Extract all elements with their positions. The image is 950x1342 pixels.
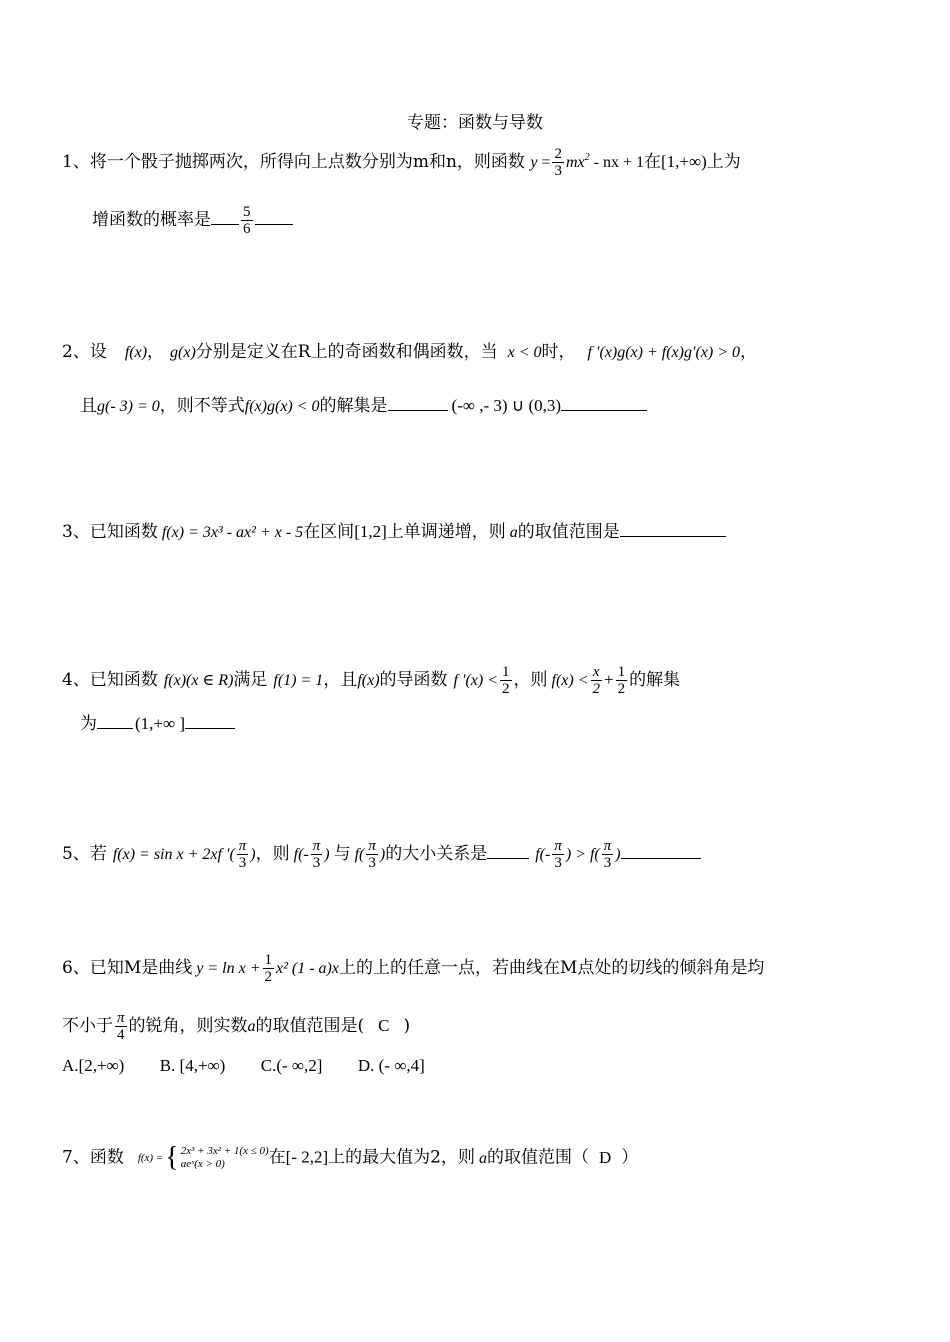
- answer-text: D: [598, 1147, 612, 1167]
- fraction: $\frac{\pi}{4}$: [117, 1010, 125, 1043]
- question-text: 分别是定义在R上的奇函数和偶函数，当: [195, 342, 498, 362]
- question-number: 2、: [62, 342, 90, 362]
- question-number: 7、: [62, 1147, 90, 1168]
- question-number: 4、: [62, 670, 90, 690]
- punctuation: ，: [740, 342, 758, 362]
- math-variable: a: [478, 1149, 487, 1167]
- question-number: 3、: [62, 522, 90, 542]
- question-text: 的锐角，则实数: [128, 1016, 248, 1036]
- answer-blank: [487, 858, 529, 859]
- math-expr: f ′(x)g(x) + f(x)g′(x) > 0: [587, 344, 741, 361]
- piecewise-function: f(x) = { 2x³ + 3x² + 1(x ≤ 0) aeˣ(x > 0): [137, 1142, 269, 1173]
- question-text: 不小于: [62, 1016, 113, 1036]
- fraction: $\frac{1}{2}$: [264, 952, 272, 985]
- question-text: 的取值范围是: [517, 522, 620, 542]
- math-expr: x < 0: [507, 344, 542, 361]
- answer-blank: [97, 728, 133, 729]
- question-text: 在: [643, 152, 661, 172]
- question-text: 的取值范围是(: [255, 1016, 365, 1036]
- question-number: 5、: [62, 844, 90, 864]
- math-operator: +: [604, 670, 614, 689]
- question-4-line-1: [62, 664, 680, 697]
- question-text: 已知函数: [89, 670, 158, 690]
- question-text: ): [403, 1016, 411, 1036]
- punctuation: ，: [147, 342, 165, 362]
- fraction: $\frac{\pi}{3}$: [554, 838, 562, 871]
- question-text: ，则: [255, 844, 290, 864]
- math-expr: y =: [530, 154, 551, 171]
- question-text: 函数: [89, 1147, 124, 1168]
- answer-blank: [211, 224, 239, 225]
- question-3-line-1: [62, 520, 726, 545]
- question-text: ，则: [513, 670, 548, 690]
- page-title: 专题：函数与导数: [407, 113, 543, 133]
- math-expr: x² (1 - a)x: [276, 960, 339, 977]
- question-text: 设: [89, 342, 107, 362]
- fraction: $\frac{2}{3}$: [554, 146, 562, 179]
- question-text: ，则不等式: [159, 396, 245, 416]
- question-text: 的解集是: [319, 396, 388, 416]
- answer-expr: f(-: [535, 846, 551, 863]
- math-variable: a: [247, 1018, 256, 1035]
- math-expr: f(-: [293, 846, 309, 863]
- answer-blank: [620, 536, 726, 537]
- question-text: 与: [333, 844, 351, 864]
- math-expr: ): [379, 846, 386, 863]
- math-expr: f(x) = 3x³ - ax² + x - 5: [161, 524, 304, 541]
- fraction: $\frac{1}{2}$: [502, 664, 510, 697]
- interval: [1,+∞): [660, 152, 707, 171]
- answer-fraction: $\frac{5}{6}$: [243, 204, 251, 237]
- math-expr: f(: [354, 846, 365, 863]
- question-5-line-1: [62, 838, 701, 871]
- question-text: 在区间: [303, 522, 355, 542]
- math-expr: ): [324, 846, 330, 863]
- question-text: 上的上的任意一点，若曲线在M点处的切线的倾斜角是均: [338, 958, 765, 978]
- question-text: 已知函数: [89, 522, 158, 542]
- math-expr: g(- 3) = 0: [97, 398, 160, 415]
- interval: [1,2]: [354, 522, 387, 541]
- option-b: B. [4,+∞): [159, 1056, 226, 1075]
- question-number: 6、: [62, 958, 90, 978]
- interval: [- 2,2]: [285, 1147, 329, 1167]
- question-text: 的大小关系是: [385, 844, 488, 864]
- question-text: 将一个骰子抛掷两次，所得向上点数分别为m和n，则函数: [89, 152, 525, 172]
- question-text: 增函数的概率是: [92, 210, 211, 230]
- answer-text: C: [378, 1016, 390, 1035]
- answer-text: (-∞ ,- 3) ∪ (0,3): [451, 396, 562, 415]
- question-6-line-2: [62, 1010, 410, 1043]
- question-1-line-2: [92, 204, 293, 237]
- math-expr: f(x): [357, 672, 380, 689]
- answer-blank: [561, 410, 647, 411]
- math-expr: f(x): [124, 344, 148, 361]
- option-a: A.[2,+∞): [62, 1056, 125, 1075]
- question-4-line-2: [80, 712, 235, 736]
- math-expr: g(x): [170, 344, 196, 361]
- question-text: 在: [268, 1147, 286, 1168]
- option-c: C.(- ∞,2]: [260, 1056, 323, 1075]
- question-text: 满足: [233, 670, 268, 690]
- answer-blank: [388, 410, 448, 411]
- question-number: 1、: [62, 152, 90, 172]
- question-text: 的解集: [629, 670, 681, 690]
- math-expr: f(x) = sin x + 2xf ′(: [112, 846, 235, 863]
- fraction: $\frac{\pi}{3}$: [238, 838, 247, 871]
- question-text: 的取值范围（: [486, 1147, 589, 1168]
- fraction: $\frac{\pi}{3}$: [368, 838, 376, 871]
- math-expr: $mx^2$ - nx + 1: [565, 152, 644, 171]
- math-variable: a: [509, 524, 518, 541]
- question-2-line-1: [62, 340, 757, 365]
- question-text: 上单调递增，则: [386, 522, 506, 542]
- fraction: $\frac{x}{2}$: [592, 664, 601, 697]
- question-2-line-2: [80, 394, 647, 419]
- math-expr: f(x) <: [551, 672, 589, 689]
- question-text: 为: [80, 714, 97, 734]
- math-expr: f ′(x) <: [453, 672, 499, 689]
- question-text: ）: [621, 1147, 639, 1168]
- math-expr: f(1) = 1: [273, 672, 324, 689]
- answer-expr: ) > f(: [565, 846, 600, 863]
- answer-blank: [185, 728, 235, 729]
- question-text: 上的最大值为2，则: [328, 1147, 475, 1168]
- fraction: $\frac{\pi}{3}$: [312, 838, 321, 871]
- question-text: 上为: [706, 152, 741, 172]
- question-text: 已知M是曲线: [89, 958, 193, 978]
- question-text: ，且: [323, 670, 358, 690]
- question-1-line-1: [62, 146, 741, 179]
- option-d: D. (- ∞,4]: [357, 1056, 425, 1075]
- answer-expr: ): [615, 846, 621, 863]
- math-expr: f(x)(x ∈ R): [163, 672, 234, 689]
- math-expr: f(x)g(x) < 0: [244, 398, 320, 415]
- question-text: 若: [89, 844, 107, 864]
- fraction: $\frac{\pi}{3}$: [603, 838, 612, 871]
- question-text: 且: [80, 396, 97, 416]
- math-expr: y = ln x +: [196, 960, 261, 977]
- question-text: 时，: [541, 342, 576, 362]
- question-6-line-1: [62, 952, 764, 985]
- math-expr: ): [250, 846, 256, 863]
- question-6-options: [62, 1054, 455, 1078]
- question-text: 的导函数: [379, 670, 448, 690]
- question-7-line-1: [62, 1144, 638, 1172]
- answer-text: (1,+∞ ]: [135, 714, 186, 733]
- answer-blank: [255, 224, 293, 225]
- answer-blank: [621, 858, 701, 859]
- fraction: $\frac{1}{2}$: [617, 664, 626, 697]
